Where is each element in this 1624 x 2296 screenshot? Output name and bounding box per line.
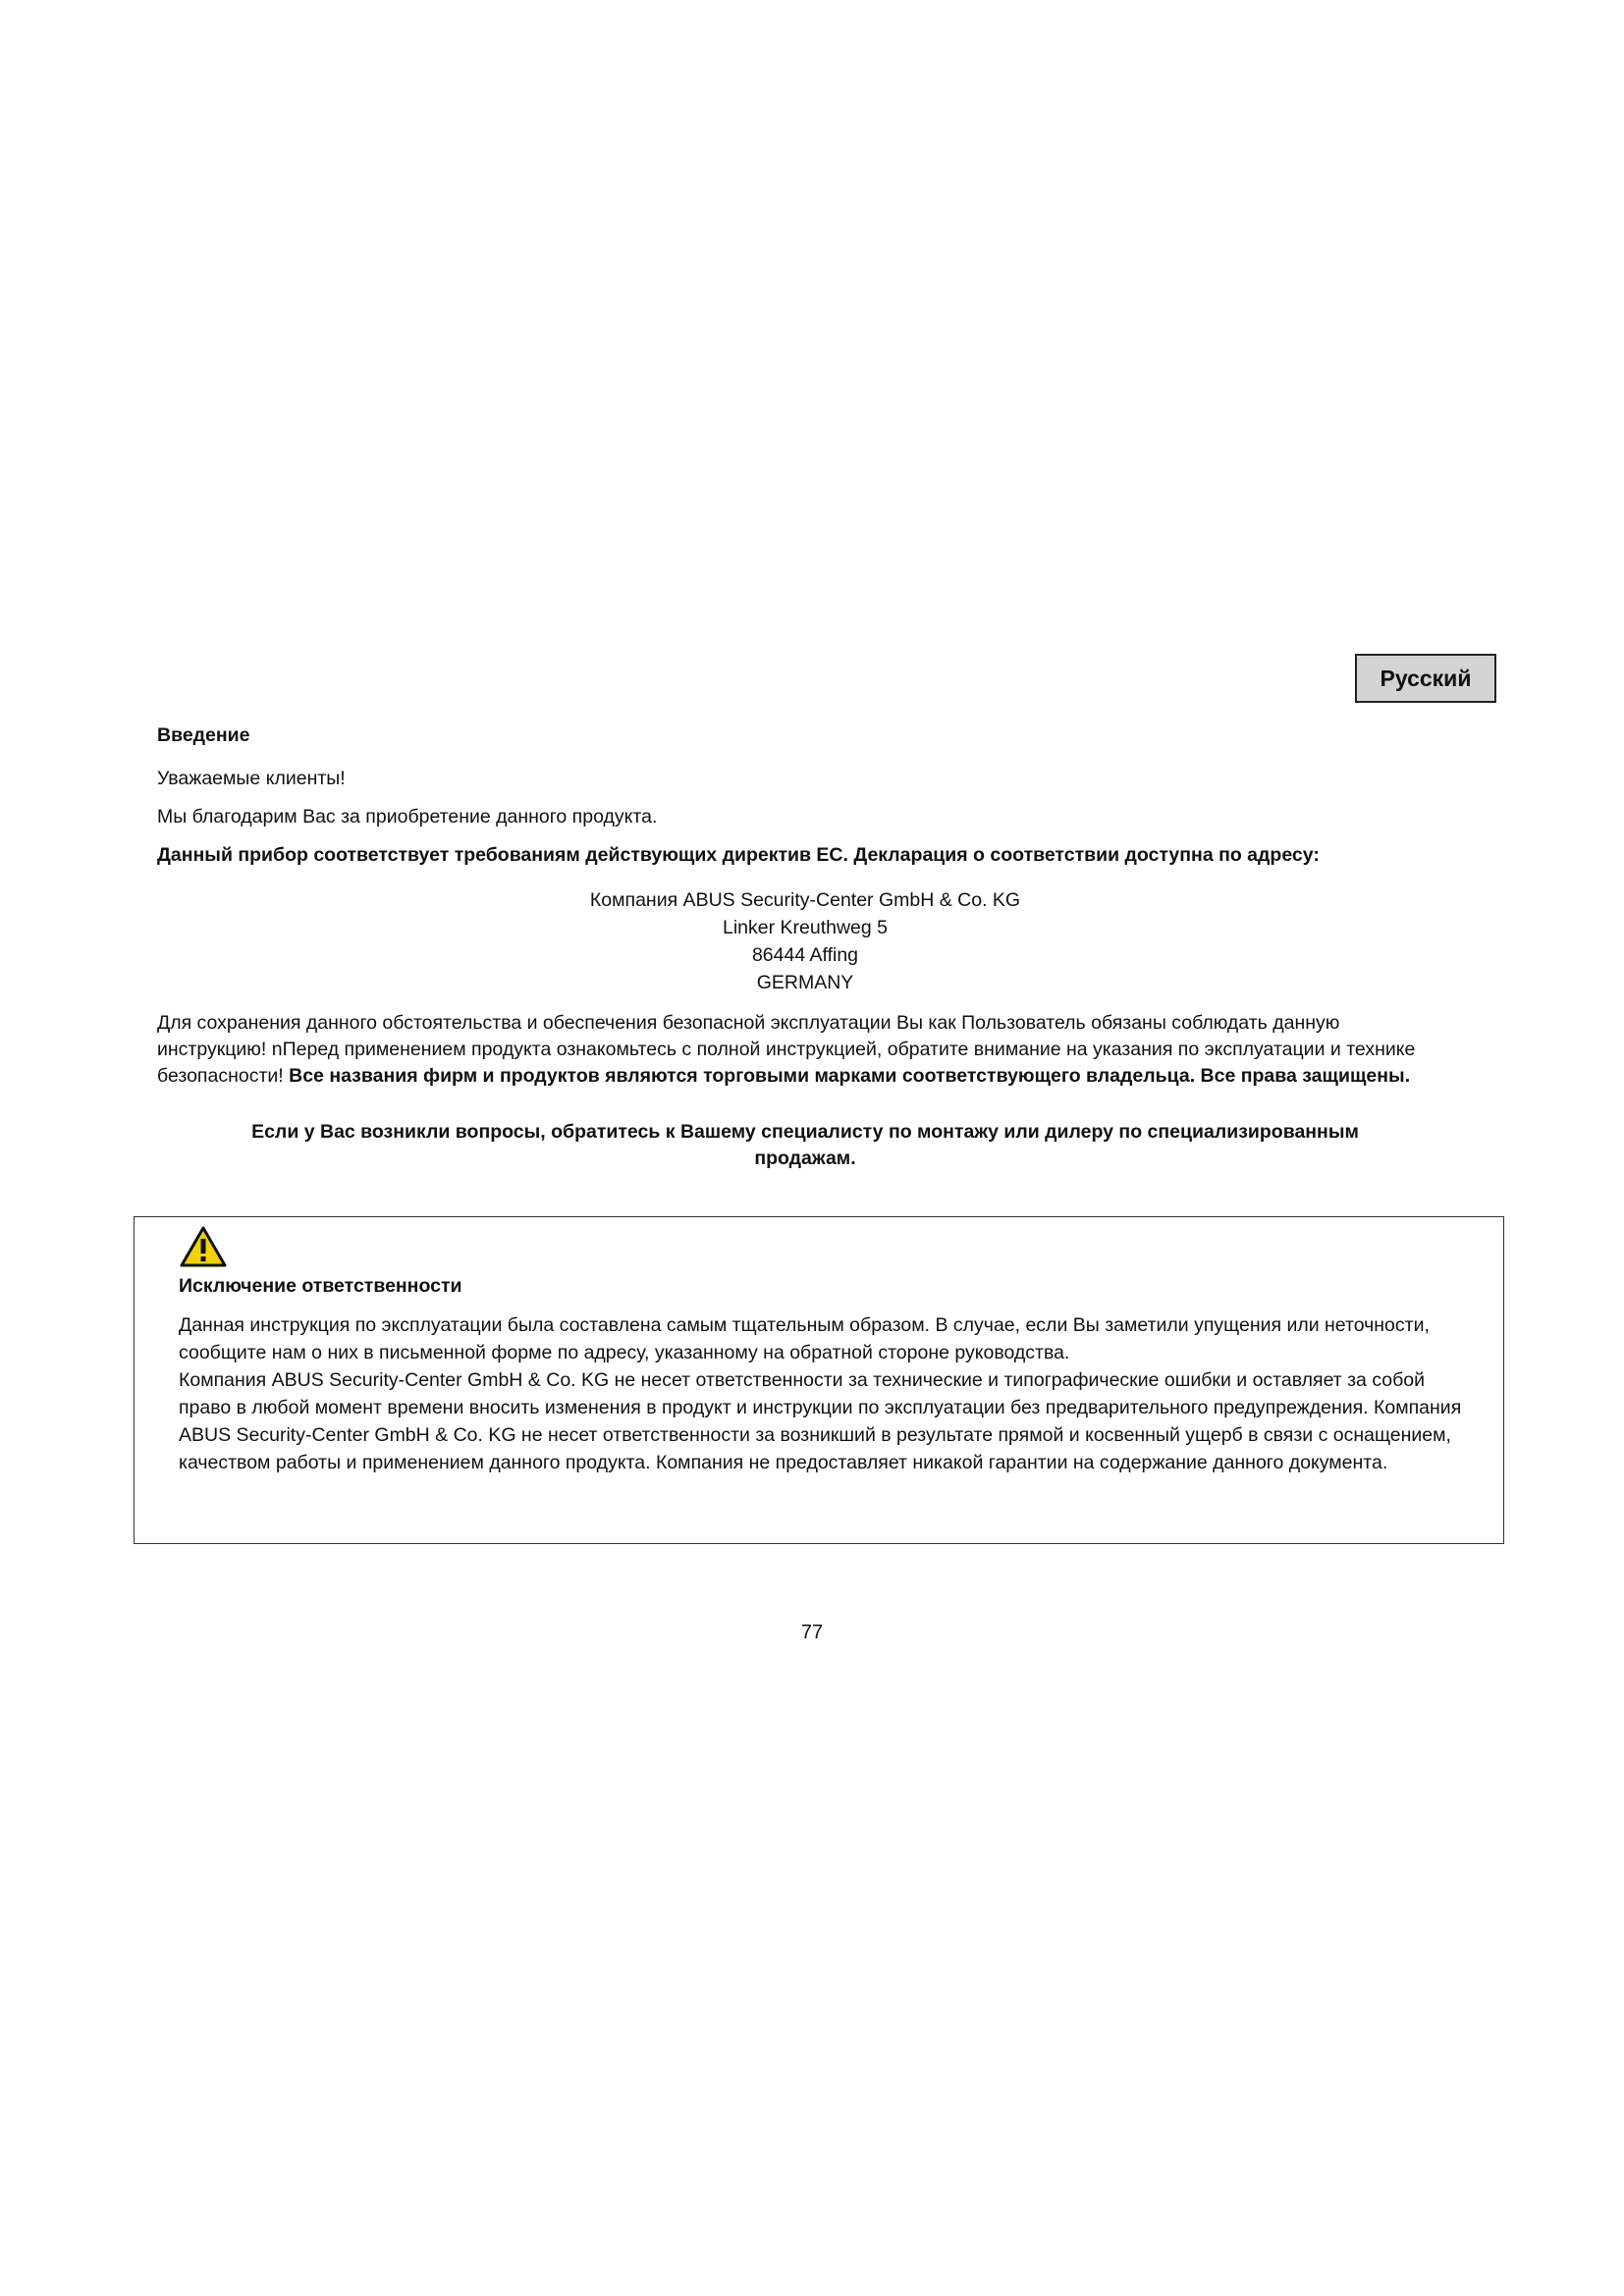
company-address [157, 886, 1453, 996]
disclaimer-content [179, 1225, 1465, 1476]
address-line-city: 86444 Affing [751, 944, 859, 966]
trademark-text: Все названия фирм и продуктов являются торговыми марками соответствующего владельца. Все права защищены. [289, 1065, 1411, 1087]
conformity-text: Данный прибор соответствует требованиям действующих директив ЕС. Декларация о соответствии доступна по адресу: [157, 844, 1320, 866]
address-line-company: Компания ABUS Security-Center GmbH & Co. KG [589, 889, 1021, 911]
page-number: 77 [800, 1622, 824, 1643]
disclaimer-paragraph-2: Компания ABUS Security-Center GmbH & Co. KG не несет ответственности за технические и типографические ошибки и оставляет за собой право в любой момент времени вносить изменения в продукт и инструкции по эксплуатации без предварительного предупреждения. Компания ABUS Security-Center GmbH & Co. KG не несет ответственности за возникший в результате прямой и косвенный ущерб в связи с оснащением, качеством работы и применением данного продукта. Компания не предоставляет никакой гарантии на содержание данного документа. [179, 1369, 1462, 1473]
disclaimer-title: Исключение ответственности [179, 1275, 462, 1297]
safety-text: Для сохранения данного обстоятельства и обеспечения безопасной эксплуатации Вы как Пользователь обязаны соблюдать данную инструкцию! nПеред применением продукта ознакомьтесь с полной инструкцией, обратите внимание на указания по эксплуатации и технике безопасности! [157, 1012, 1416, 1087]
questions-notice: Если у Вас возникли вопросы, обратитесь к Вашему специалисту по монтажу или дилеру по специализированным продажам. [251, 1121, 1359, 1169]
thanks-text: Мы благодарим Вас за приобретение данного продукта. [157, 806, 658, 828]
address-line-street: Linker Kreuthweg 5 [722, 917, 889, 938]
intro-section [157, 722, 1453, 1172]
disclaimer-box [134, 1216, 1504, 1544]
warning-triangle-icon [179, 1225, 228, 1268]
address-line-country: GERMANY [756, 972, 854, 993]
disclaimer-paragraph-1: Данная инструкция по эксплуатации была составлена самым тщательным образом. В случае, если Вы заметили упущения или неточности, сообщите нам о них в письменной форме по адресу, указанному на обратной стороне руководства. [179, 1314, 1430, 1363]
greeting-text: Уважаемые клиенты! [157, 768, 346, 789]
intro-heading: Введение [157, 724, 250, 746]
safety-paragraph [157, 1010, 1453, 1090]
language-tab [1355, 654, 1496, 703]
language-tab-label: Русский [1380, 665, 1472, 691]
